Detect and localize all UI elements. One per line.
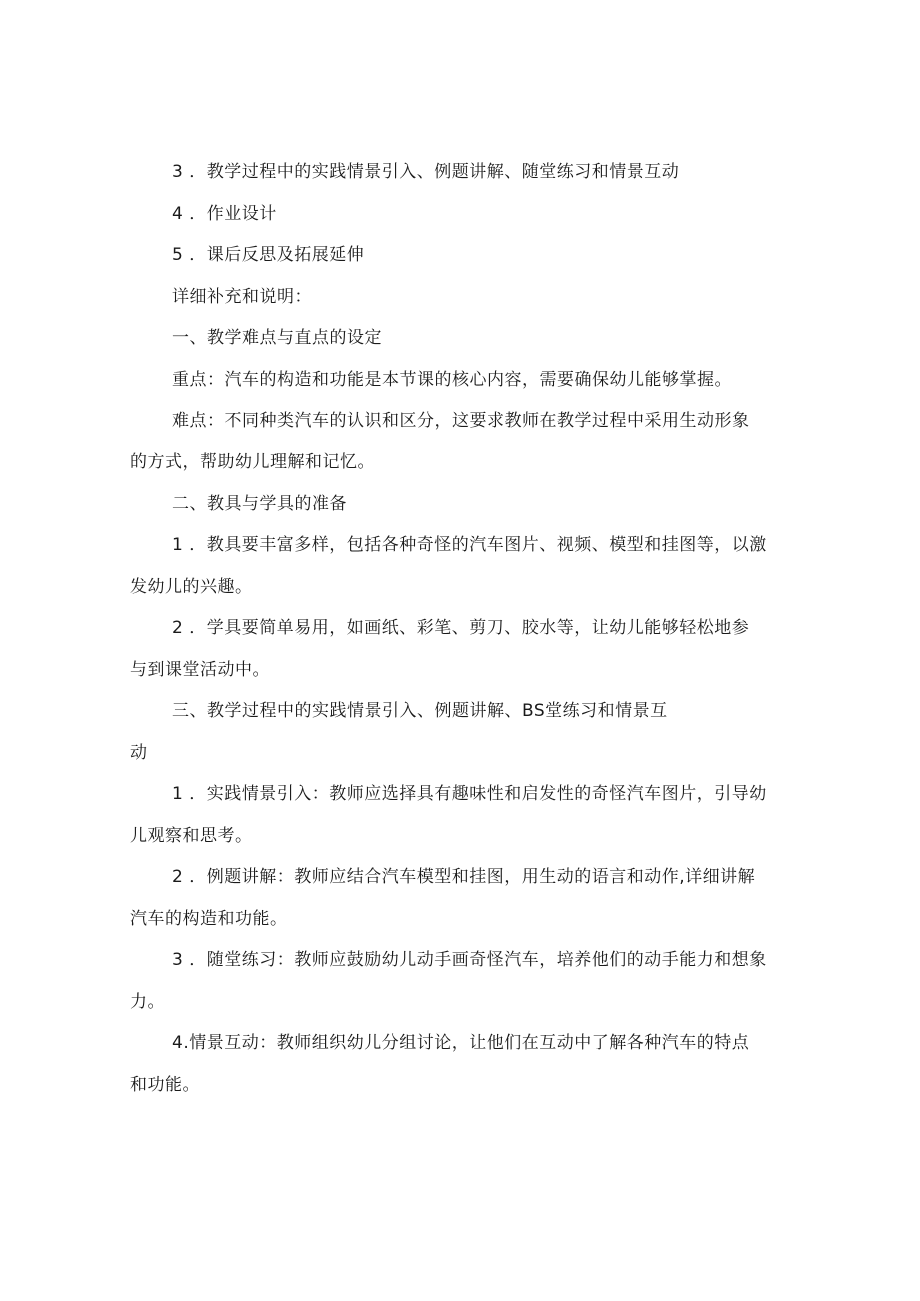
paragraph-example-cont: 汽车的构造和功能。 [130, 909, 288, 929]
paragraph-key-point: 重点：汽车的构造和功能是本节课的核心内容，需要确保幼儿能够掌握。 [172, 370, 732, 390]
paragraph-practice: 3 ．随堂练习：教师应鼓励幼儿动手画奇怪汽车，培养他们的动手能力和想象 [172, 950, 767, 970]
paragraph-learning-aids-cont: 与到课堂活动中。 [130, 660, 270, 680]
paragraph-teaching-aids: 1 ．教具要丰富多样，包括各种奇怪的汽车图片、视频、模型和挂图等，以激 [172, 535, 767, 555]
paragraph-learning-aids: 2 ．学具要简单易用，如画纸、彩笔、剪刀、胶水等，让幼儿能够轻松地参 [172, 618, 750, 638]
section-intro: 详细补充和说明： [172, 287, 312, 307]
paragraph-scenario-intro: 1 ．实践情景引入：教师应选择具有趣味性和启发性的奇怪汽车图片，引导幼 [172, 784, 767, 804]
paragraph-interaction-cont: 和功能。 [130, 1075, 200, 1095]
list-item-3: 3 ．教学过程中的实践情景引入、例题讲解、随堂练习和情景互动 [172, 162, 680, 182]
paragraph-teaching-aids-cont: 发幼儿的兴趣。 [130, 577, 253, 597]
paragraph-practice-cont: 力。 [130, 992, 165, 1012]
paragraph-difficulty: 难点：不同种类汽车的认识和区分，这要求教师在教学过程中采用生动形象 [172, 411, 750, 431]
paragraph-difficulty-cont: 的方式，帮助幼儿理解和记忆。 [130, 452, 375, 472]
paragraph-scenario-intro-cont: 儿观察和思考。 [130, 826, 253, 846]
list-item-5: 5 ．课后反思及拓展延伸 [172, 245, 365, 265]
paragraph-interaction: 4.情景互动：教师组织幼儿分组讨论，让他们在互动中了解各种汽车的特点 [172, 1033, 750, 1053]
section-heading-3-cont: 动 [130, 743, 148, 763]
section-heading-3: 三、教学过程中的实践情景引入、例题讲解、BS堂练习和情景互 [172, 701, 668, 721]
paragraph-example: 2 ．例题讲解：教师应结合汽车模型和挂图，用生动的语言和动作,详细讲解 [172, 867, 756, 887]
list-item-4: 4 ．作业设计 [172, 204, 277, 224]
section-heading-2: 二、教具与学具的准备 [172, 494, 347, 514]
section-heading-1: 一、教学难点与直点的设定 [172, 328, 382, 348]
